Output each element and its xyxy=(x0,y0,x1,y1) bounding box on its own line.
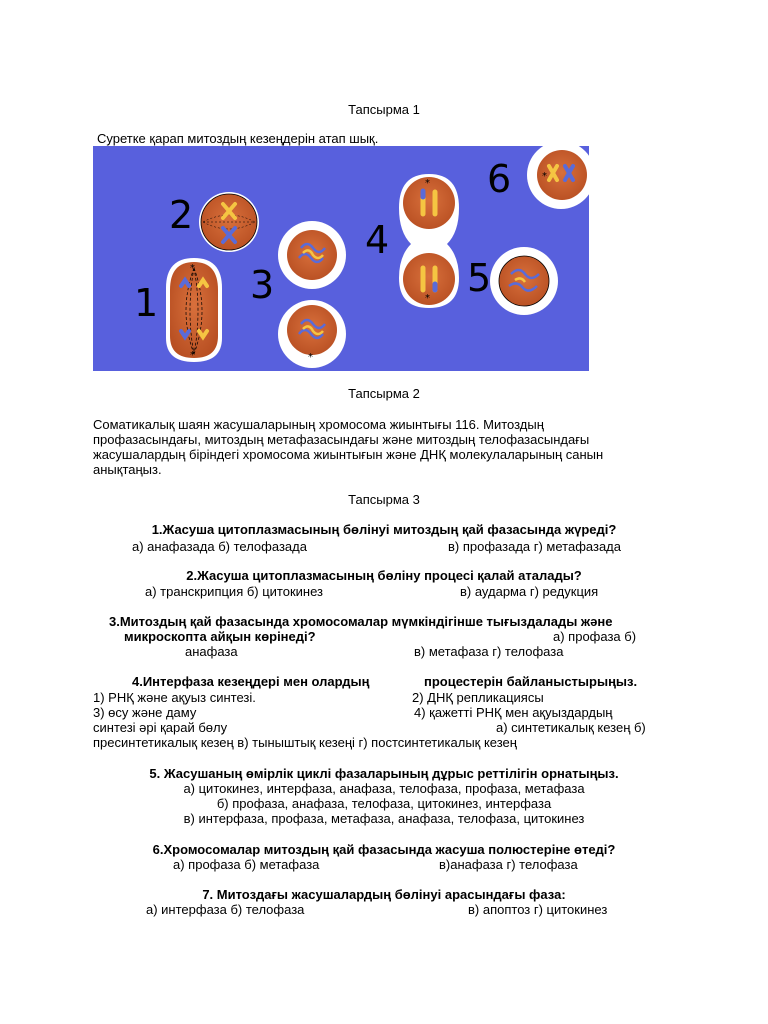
question-7-option-b: в) апоптоз г) цитокинез xyxy=(468,902,608,917)
cell-metaphase xyxy=(199,192,259,252)
cell-late-anaphase xyxy=(399,174,459,308)
question-3-option-c: в) метафаза г) телофаза xyxy=(414,644,564,659)
task2-line: анықтаңыз. xyxy=(93,462,162,477)
question-2-title: 2.Жасуша цитоплазмасының бөліну процесі қалай аталады? xyxy=(186,568,582,583)
figure-number-2: 2 xyxy=(169,193,194,237)
question-4-item-2: 2) ДНҚ репликациясы xyxy=(412,690,544,705)
question-4-item-5: синтезі әрі қарай бөлу xyxy=(93,720,228,735)
figure-number-3: 3 xyxy=(250,263,275,307)
question-5-title: 5. Жасушаның өмірлік циклі фазаларының дұрыс реттілігін орнатыңыз. xyxy=(149,766,619,781)
task2-line: профазасындағы, митоздың метафазасындағы және митоздың телофазасындағы xyxy=(93,432,590,447)
question-4-item-1: 1) РНҚ және ақуыз синтезі. xyxy=(93,690,256,705)
task2-line: Соматикалық шаян жасушаларының хромосома жиынтығы 116. Митоздың xyxy=(93,417,544,432)
question-6-option-b: в)анафаза г) телофаза xyxy=(439,857,578,872)
task3-heading: Тапсырма 3 xyxy=(348,492,420,507)
question-3-title-line1: 3.Митоздың қай фазасында хромосомалар мүмкіндігінше тығыздалады және xyxy=(109,614,613,629)
task2-heading: Тапсырма 2 xyxy=(348,386,420,401)
figure-number-4: 4 xyxy=(365,218,390,262)
question-2-option-b: в) аударма г) редукция xyxy=(460,584,599,599)
task1-instruction: Суретке қарап митоздың кезеңдерін атап шық. xyxy=(97,131,379,146)
question-1-title: 1.Жасуша цитоплазмасының бөлінуі митоздың қай фазасында жүреді? xyxy=(151,522,617,537)
mitosis-figure xyxy=(93,146,589,371)
question-4-title-a: 4.Интерфаза кезеңдері мен олардың xyxy=(132,674,370,689)
figure-number-1: 1 xyxy=(134,281,159,325)
question-5-option-c: в) интерфаза, профаза, метафаза, анафаза, телофаза, цитокинез xyxy=(183,811,585,826)
question-5-option-b: б) профаза, анафаза, телофаза, цитокинез, интерфаза xyxy=(216,796,552,811)
question-7-title: 7. Митоздағы жасушалардың бөлінуі арасындағы фаза: xyxy=(202,887,566,902)
question-2-option-a: а) транскрипция б) цитокинез xyxy=(145,584,324,599)
cell-prophase xyxy=(490,247,558,315)
question-1-option-b: в) профазада г) метафазада xyxy=(448,539,621,554)
svg-text:*: * xyxy=(190,263,195,274)
svg-text:*: * xyxy=(425,178,430,189)
question-5-option-a: а) цитокинез, интерфаза, анафаза, телофаза, профаза, метафаза xyxy=(183,781,585,796)
question-4-item-3: 3) өсу және даму xyxy=(93,705,197,720)
question-4-title-b: процестерін байланыстырыңыз. xyxy=(424,674,638,689)
cell-telophase xyxy=(278,221,346,368)
question-3-option-a: а) профаза б) xyxy=(553,629,637,644)
question-6-title: 6.Хромосомалар митоздың қай фазасында жасуша полюстеріне өтеді? xyxy=(152,842,616,857)
task1-heading: Тапсырма 1 xyxy=(348,102,420,117)
svg-text:*: * xyxy=(190,350,195,361)
cell-prometaphase xyxy=(527,146,589,209)
question-3-option-b: анафаза xyxy=(185,644,238,659)
question-6-option-a: а) профаза б) метафаза xyxy=(173,857,320,872)
figure-number-5: 5 xyxy=(467,256,492,300)
question-1-option-a: а) анафазада б) телофазада xyxy=(132,539,307,554)
svg-text:*: * xyxy=(425,293,430,304)
figure-number-6: 6 xyxy=(487,157,512,201)
question-3-title-line2: микроскопта айқын көрінеді? xyxy=(124,629,316,644)
svg-text:*: * xyxy=(308,352,313,363)
question-7-option-a: а) интерфаза б) телофаза xyxy=(146,902,305,917)
question-4-item-4: 4) қажетті РНҚ мен ақуыздардың xyxy=(414,705,613,720)
svg-text:*: * xyxy=(542,171,547,182)
question-4-options-rest: пресинтетикалық кезең в) тыныштық кезеңі г) постсинтетикалық кезең xyxy=(93,735,517,750)
question-4-option-a: а) синтетикалық кезең б) xyxy=(496,720,646,735)
cell-anaphase xyxy=(166,258,222,362)
task2-line: жасушалардың біріндегі хромосома жиынтығын және ДНҚ молекулаларының санын xyxy=(93,447,604,462)
